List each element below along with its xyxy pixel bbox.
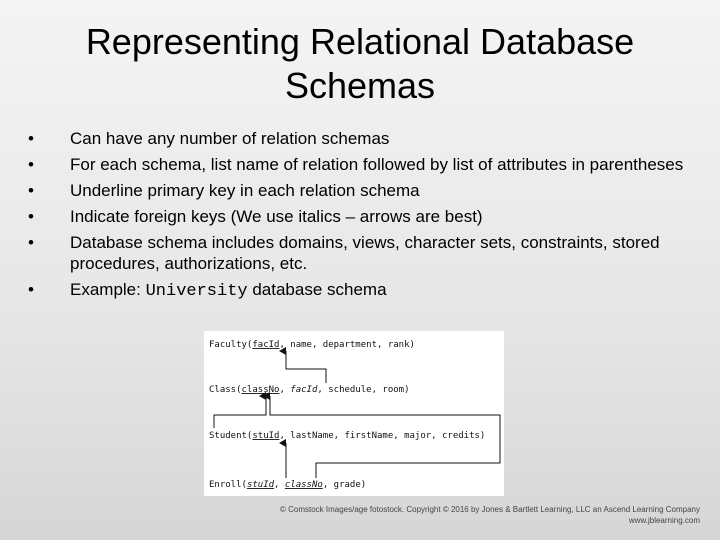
enroll-fk1: stuId bbox=[246, 480, 275, 490]
class-sep: , bbox=[279, 385, 291, 395]
faculty-pk: facId bbox=[252, 340, 280, 350]
enroll-sep: , bbox=[274, 480, 285, 490]
bullet-item: • Underline primary key in each relation schema bbox=[28, 180, 698, 201]
enroll-fk2: classNo bbox=[284, 480, 323, 490]
credit-line-1: © Comstock Images/age fotostock. Copyright © 2016 by Jones & Bartlett Learning, LLC an Ascend Learning Company bbox=[279, 505, 700, 514]
bullet-item-example bbox=[28, 279, 698, 302]
copyright-credit bbox=[280, 504, 700, 526]
student-rest: , lastName, firstName, major, credits) bbox=[279, 431, 486, 441]
schema-diagram-svg bbox=[204, 331, 504, 496]
enroll-name: Enroll( bbox=[209, 480, 247, 490]
bullet-item: • Indicate foreign keys (We use italics – arrows are best) bbox=[28, 206, 698, 227]
bullet-list bbox=[28, 128, 698, 307]
class-pk: classNo bbox=[241, 385, 280, 395]
schema-diagram bbox=[204, 331, 504, 496]
faculty-relation bbox=[209, 340, 415, 350]
fk-arrow-class-faculty bbox=[286, 351, 326, 383]
class-relation bbox=[209, 385, 410, 395]
enroll-rest: , grade) bbox=[322, 480, 367, 490]
example-suffix: database schema bbox=[247, 280, 387, 299]
title-line-1: Representing Relational Database bbox=[85, 21, 635, 62]
bullet-item: • Can have any number of relation schemas bbox=[28, 128, 698, 149]
student-name: Student( bbox=[209, 431, 253, 441]
fk-arrow-student-class bbox=[214, 396, 266, 428]
class-fk: facId bbox=[290, 385, 318, 395]
student-relation bbox=[209, 431, 485, 441]
faculty-rest: , name, department, rank) bbox=[279, 340, 415, 350]
example-code: University bbox=[145, 282, 248, 301]
student-pk: stuId bbox=[252, 431, 280, 441]
faculty-name: Faculty( bbox=[209, 340, 253, 350]
enroll-relation bbox=[209, 480, 366, 490]
title-line-2: Schemas bbox=[284, 65, 436, 106]
slide-title bbox=[20, 20, 700, 108]
credit-line-2: www.jblearning.com bbox=[628, 516, 700, 525]
example-prefix: Example: bbox=[70, 280, 146, 299]
bullet-item: • Database schema includes domains, views, character sets, constraints, stored procedures, authorizations, etc. bbox=[28, 232, 698, 274]
class-name: Class( bbox=[209, 385, 242, 395]
bullet-item: • For each schema, list name of relation followed by list of attributes in parentheses bbox=[28, 154, 698, 175]
class-rest: , schedule, room) bbox=[317, 385, 410, 395]
